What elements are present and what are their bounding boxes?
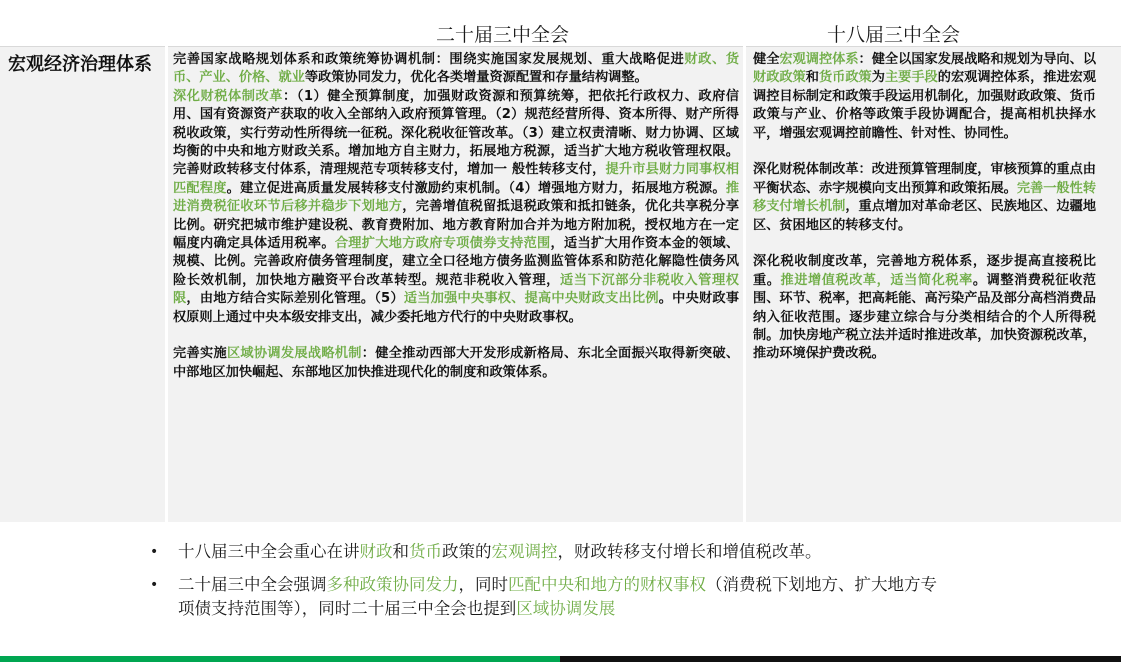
highlight-text: 完善一般性转移支付增长机制	[753, 180, 1097, 215]
highlight-text: 货币	[409, 542, 442, 561]
cell-20th-plenum	[173, 51, 739, 382]
row-label: 宏观经济治理体系	[8, 54, 152, 75]
body-text: ，重点增加对革命老区、民族地区、边疆地区、贫困地区的转移支付。	[753, 199, 1097, 233]
body-text: 。建立促进高质量发展转移支付激励约束机制。（4）增强地方财力，拓展地方税源。	[226, 180, 726, 196]
body-text: 十八届三中全会重心在讲	[178, 542, 360, 561]
body-text: ，由地方结合实际差别化管理。（5）	[186, 291, 404, 307]
body-text: ，同时	[458, 575, 508, 594]
column-divider	[165, 46, 168, 522]
para-fiscal-reform	[753, 161, 1096, 235]
body-text: 完善实施	[173, 346, 227, 362]
highlight-text: 财政、货币、产业、价格、就业	[173, 52, 740, 86]
bullet-item	[150, 573, 940, 621]
body-text: 深化财税体制改革：改进预算管理制度，审核预算的重点由平衡状态、赤字规模向支出预算和政策拓展。	[753, 162, 1096, 196]
para-macro-control	[753, 51, 1096, 143]
highlight-text: 适当加强中央事权、提高中央财政支出比例	[403, 291, 659, 307]
body-text: 等政策协同发力，优化各类增量资源配置和存量结构调整。	[304, 70, 648, 86]
body-text: （消费税下划地方、扩大地方专项债支持范围等），同时二十届三中全会也提到	[178, 575, 937, 618]
highlight-text: 财政政策	[753, 70, 806, 86]
highlight-text: 合理扩大地方政府专项债券支持范围	[334, 236, 551, 252]
highlight-text: 货币政策	[818, 70, 872, 86]
body-text: 和	[805, 70, 819, 86]
body-text: 的宏观调控体系，推进宏观调控目标制定和政策手段运用机制化，加强财政政策、货币政策与产业、价格等政策手段协调配合，提高相机抉择水平，增强宏观调控前瞻性、针对性、协同性。	[753, 70, 1097, 141]
bullet-dot-icon: •	[150, 577, 159, 593]
column-divider	[743, 46, 746, 522]
highlight-text: 多种政策协同发力	[326, 575, 459, 594]
body-text: 健全	[753, 52, 780, 67]
highlight-text: 宏观调控体系	[779, 52, 859, 67]
body-text: 二十届三中全会强调	[178, 575, 327, 594]
para-fiscal-reform	[173, 88, 739, 327]
footer-bar-black	[560, 656, 1121, 662]
body-text: 。调整消费税征收范围、环节、税率，把高耗能、高污染产品及部分高档消费品纳入征收范围。逐步建立综合与分类相结合的个人所得税制。加快房地产税立法并适时推进改革，加快资源税改革，推动环境保护费改税。	[753, 272, 1096, 362]
highlight-text: 推进增值税改革，适当简化税率	[780, 272, 973, 288]
highlight-text: 区域协调发展	[516, 599, 616, 618]
highlight-text: 提升市县财力同事权相匹配程度	[173, 162, 740, 196]
highlight-text: 主要手段	[884, 70, 938, 86]
cell-18th-plenum	[753, 51, 1096, 364]
highlight-text: 财政	[359, 542, 393, 561]
footer-bar-green	[0, 656, 560, 662]
header-col-20th: 二十届三中全会	[436, 24, 570, 46]
body-text: 。中央财政事权原则上通过中央本级安排支出，减少委托地方代行的中央财政事权。	[173, 291, 740, 325]
body-text: ，完善增值税留抵退税政策和抵扣链条，优化共享税分享比例。研究把城市维护建设税、教育费附加、地方教育附加合并为地方附加税，授权地方在一定幅度内确定具体适用税率。	[173, 199, 740, 252]
body-text: 为	[871, 70, 885, 86]
body-text: 完善国家战略规划体系和政策统筹协调机制：围绕实施国家发展规划、重大战略促进	[173, 52, 685, 67]
para-tax-reform	[753, 253, 1096, 363]
bullet-text	[178, 575, 937, 618]
summary-bullets	[150, 540, 940, 630]
body-text: 深化税收制度改革，完善地方税体系，逐步提高直接税比重。	[753, 254, 1096, 288]
body-text: ：健全以国家发展战略和规划为导向、以	[858, 52, 1097, 67]
body-text: 政策的	[442, 542, 492, 561]
highlight-text: 深化财税体制改革	[173, 88, 283, 104]
bullet-dot-icon: •	[150, 544, 159, 560]
highlight-text: 区域协调发展战略机制	[226, 346, 362, 362]
header-col-18th: 十八届三中全会	[827, 24, 961, 46]
para-strategy-coordination	[173, 51, 739, 88]
body-text: 和	[392, 542, 409, 561]
bullet-text	[178, 542, 822, 561]
body-text: ，财政转移支付增长和增值税改革。	[557, 542, 822, 561]
bullet-item	[150, 540, 940, 564]
body-text: ，适当扩大用作资本金的领域、规模、比例。完善政府债务管理制度，建立全口径地方债务监测监管体系和防范化解隐性债务风险长效机制，加快地方融资平台改革转型。规范非税收入管理，	[173, 236, 740, 288]
para-regional-coordination	[173, 345, 739, 382]
highlight-text: 匹配中央和地方的财权事权	[508, 575, 706, 594]
highlight-text: 推进消费税征收环节后移并稳步下划地方	[173, 180, 740, 215]
highlight-text: 适当下沉部分非税收入管理权限	[173, 272, 739, 307]
body-text: ：（1）健全预算制度，加强财政资源和预算统筹，把依托行政权力、政府信用、国有资源资产获取的收入全部纳入政府预算管理。（2）规范经营所得、资本所得、财产所得税收政策，实行劳动性所得统一征税。深化税收征管改革。（3）建立权责清晰、财力协调、区域均衡的中央和地方财政关系。增加地方自主财力，拓展地方税源，适当扩大地方税收管理权限。完善财政转移支付体系，清理规范专项转移支付，增加一 般性转移支付，	[173, 88, 739, 178]
body-text: ：健全推动西部大开发形成新格局、东北全面振兴取得新突破、中部地区加快崛起、东部地区加快推进现代化的制度和政策体系。	[173, 346, 740, 380]
row-divider	[0, 46, 1121, 47]
highlight-text: 宏观调控	[491, 542, 558, 561]
